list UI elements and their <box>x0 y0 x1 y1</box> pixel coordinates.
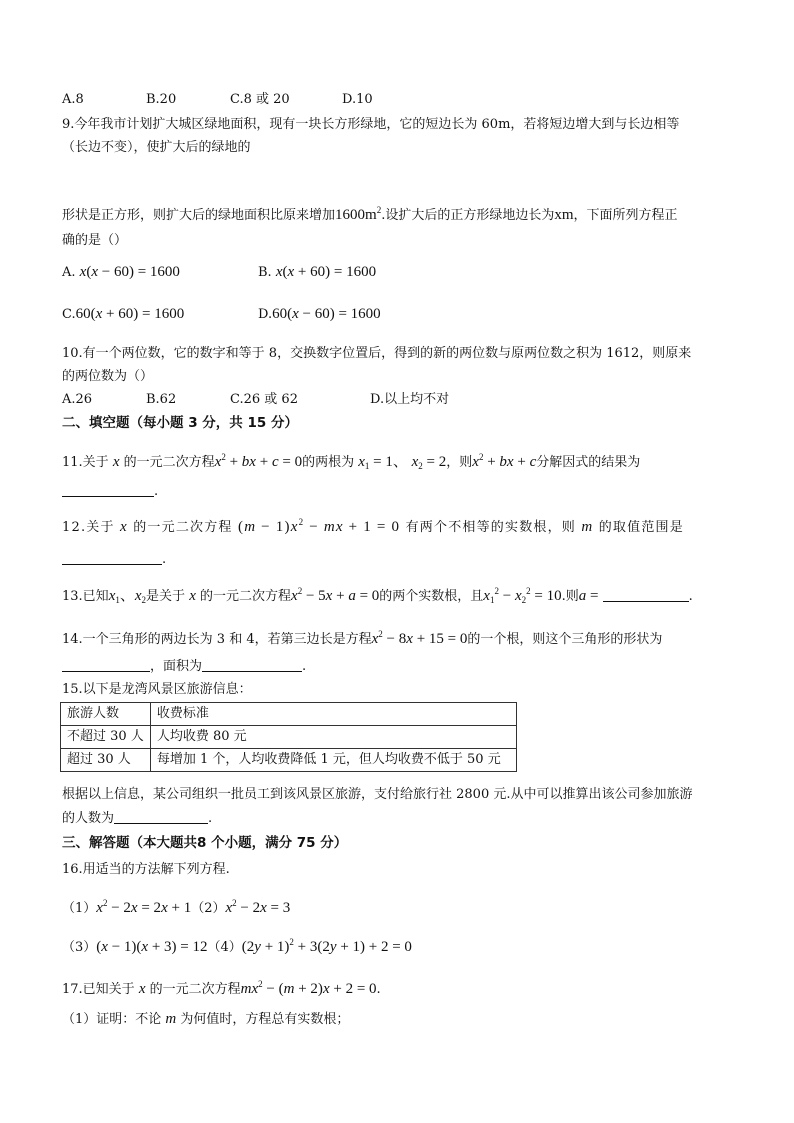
q17-part1: （1）证明：不论 m 为何值时，方程总有实数根； <box>62 1011 350 1027</box>
q8-option-b: B.20 <box>146 92 177 107</box>
q13-answer-blank[interactable] <box>603 587 689 602</box>
q16-intro: 16.用适当的方法解下列方程. <box>62 862 230 877</box>
q9-line4: 确的是（） <box>62 233 128 248</box>
q9-option-b: B. x(x + 60) = 1600 <box>258 264 377 280</box>
q15-pricing-table <box>60 702 517 772</box>
q8-option-c: C.8 或 20 <box>230 92 290 107</box>
q11-answer-blank[interactable] <box>62 482 154 497</box>
q10-line2: 的两位数为（） <box>62 369 154 384</box>
section-heading-fill-in: 二、填空题（每小题 3 分，共 15 分） <box>62 415 298 431</box>
q13-line: 13.已知$x_1$、$x_2$是关于 x 的一元二次方程$x^2 - 5x + a = 0$的两个实数根，且$x_1^2 - x_2^2 = 10$.则a = . <box>62 586 693 605</box>
q12-line1: 12.关于 x 的一元二次方程 $(m - 1)x^2$ − mx + 1 = 0 有两个不相等的实数根，则 m 的取值范围是 <box>62 517 684 535</box>
q15-intro: 15.以下是龙湾风景区旅游信息： <box>62 682 252 697</box>
q9-line2: （长边不变），使扩大后的绿地的 <box>62 140 251 155</box>
q14-line2: ，面积为 . <box>62 657 306 676</box>
q17-line1: 17.已知关于 x 的一元二次方程$mx^2 - (m + 2)x + 2 = 0$. <box>62 979 381 997</box>
equation: 60(x − 60) = 1600 <box>272 306 381 322</box>
table-cell: 旅游人数 <box>61 703 151 726</box>
table-cell: 收费标准 <box>150 703 516 726</box>
q15-line1: 根据以上信息，某公司组织一批员工到该风景区旅游，支付给旅行社 2800 元.从中可以推算出该公司参加旅游 <box>62 787 693 802</box>
q12-answer-blank[interactable] <box>62 550 162 565</box>
section-heading-answers: 三、解答题（本大题共8 个小题，满分 75 分） <box>62 835 348 851</box>
q12-answer-line: . <box>62 550 166 569</box>
q14-area-blank[interactable] <box>202 657 302 672</box>
q10-option-c: C.26 或 62 <box>230 392 298 407</box>
q10-line1: 10.有一个两位数，它的数字和等于 8，交换数字位置后，得到的新的两位数与原两位数之积为 1612，则原来 <box>62 346 692 361</box>
table-row <box>61 726 517 749</box>
q10-option-b: B.62 <box>146 392 177 407</box>
q15-line2: 的人数为 . <box>62 811 213 826</box>
table-row <box>61 749 517 772</box>
table-cell: 每增加 1 个，人均收费降低 1 元，但人均收费不低于 50 元 <box>150 749 516 772</box>
q8-option-a: A.8 <box>62 92 84 107</box>
q9-area: $1600m^2$ <box>335 205 382 223</box>
table-cell: 人均收费 80 元 <box>150 726 516 749</box>
q14-line1: 14.一个三角形的两边长为 3 和 4，若第三边长是方程$x^2 - 8x + 15 = 0$的一个根，则这个三角形的形状为 <box>62 629 663 647</box>
q8-option-d: D.10 <box>342 92 373 107</box>
q9-option-c: C.60(x + 60) = 1600 <box>62 306 185 322</box>
q16-equations-3-4: $(3)(x - 1)(x + 3) = 12(4)(2y + 1)^2 + 3(2y + 1) + 2 = 0$ <box>62 937 412 955</box>
equation: x(x − 60) = 1600 <box>79 264 180 280</box>
q10-option-d: D.以上均不对 <box>370 392 450 407</box>
q9-option-a: A. x(x − 60) = 1600 <box>62 264 180 280</box>
table-cell: 超过 30 人 <box>61 749 151 772</box>
equation: 60(x + 60) = 1600 <box>75 306 185 322</box>
q11-answer-line: . <box>62 482 158 501</box>
q14-shape-blank[interactable] <box>62 657 150 672</box>
equation: x(x + 60) = 1600 <box>275 264 377 280</box>
q15-answer-blank[interactable] <box>114 809 208 824</box>
q10-option-a: A.26 <box>62 392 93 407</box>
q9-option-d: D.60(x − 60) = 1600 <box>258 306 381 322</box>
q9-line3: 形状是正方形，则扩大后的绿地面积比原来增加$1600m^2$.设扩大后的正方形绿地边长为xm，下面所列方程正 <box>62 205 678 223</box>
q9-line1: 9.今年我市计划扩大城区绿地面积，现有一块长方形绿地，它的短边长为 60m，若将短边增大到与长边相等 <box>62 117 680 132</box>
table-cell: 不超过 30 人 <box>61 726 151 749</box>
table-row <box>61 703 517 726</box>
q11-line1: 11.关于 x 的一元二次方程$x^2$ + bx + c = 0的两根为 $x_1 = 1$、 $x_2 = 2$，则$x^2$ + bx + c分解因式的结果为 <box>62 452 641 471</box>
q16-equations-1-2: $(1)x^2 - 2x = 2x + 1(2)x^2 - 2x = 3$ <box>62 898 291 916</box>
